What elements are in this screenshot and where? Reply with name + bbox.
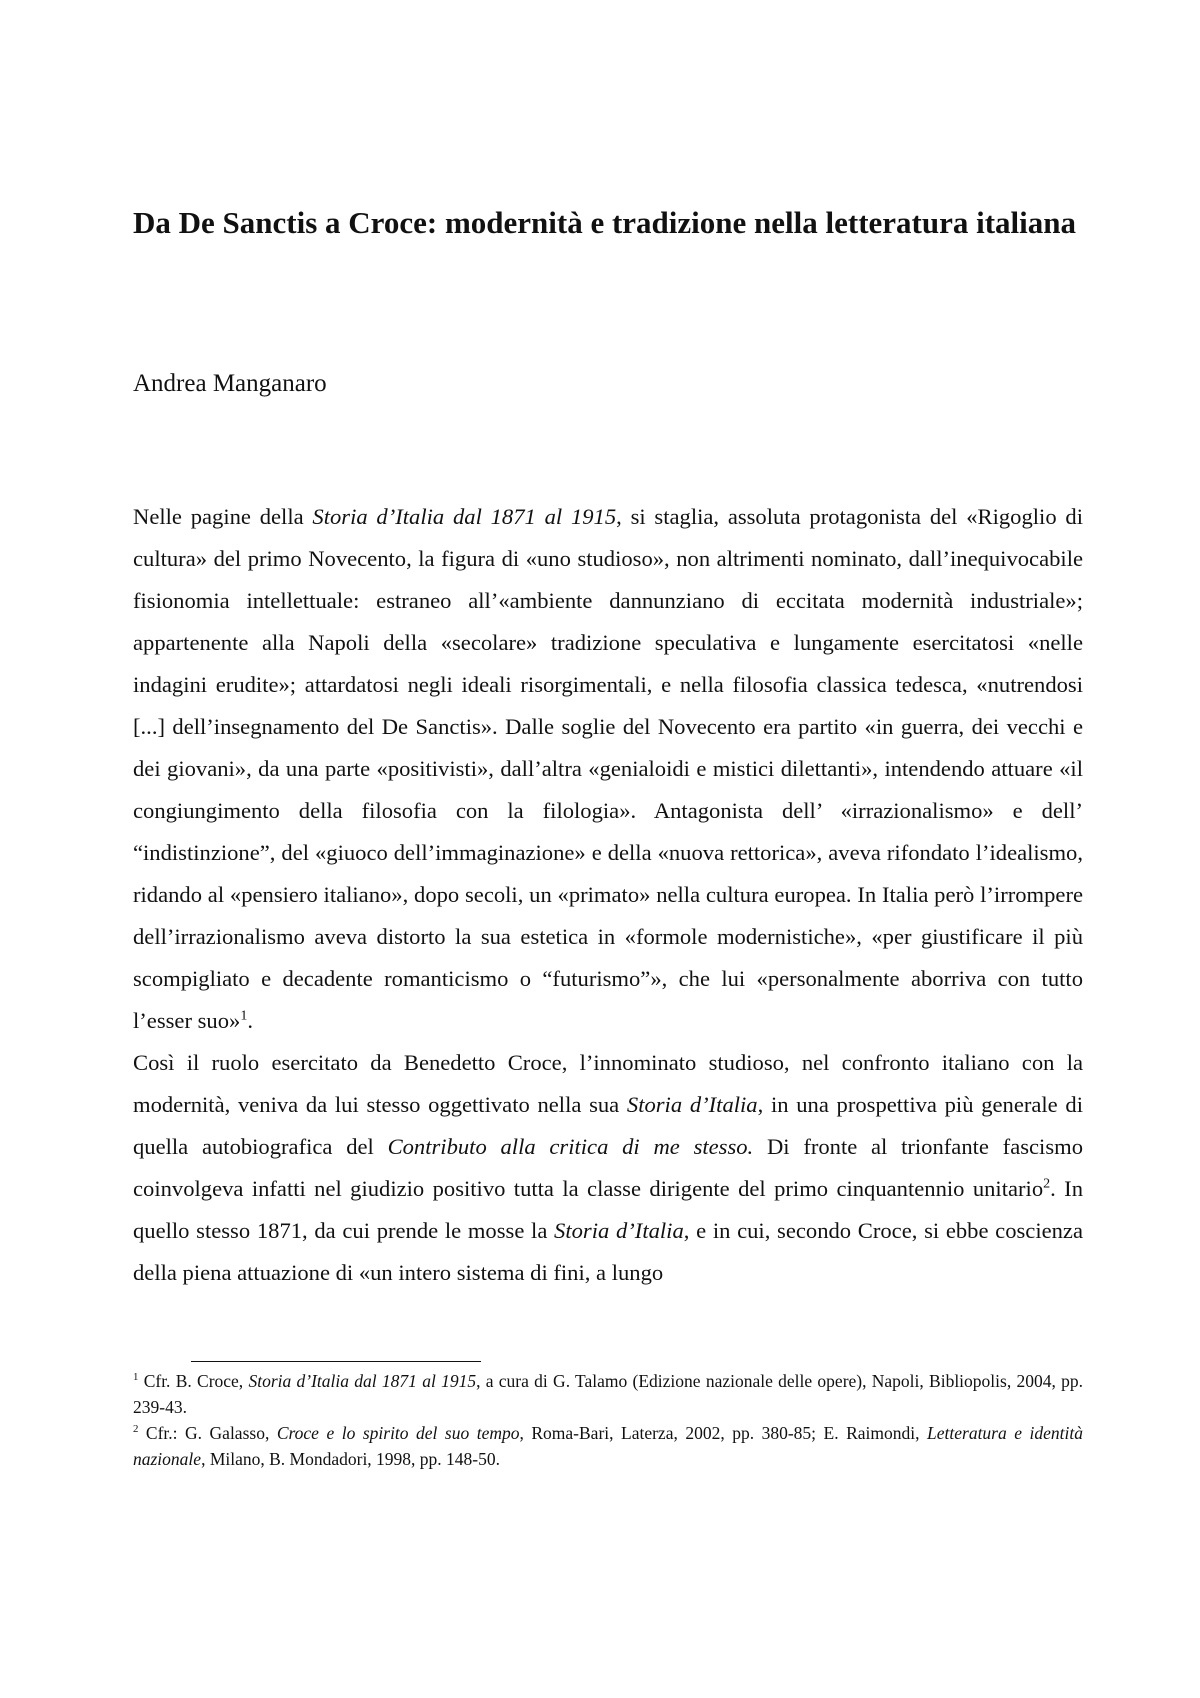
p1-text-d: . [247, 1008, 253, 1033]
p2-text-f: . In quello stesso 1871, da cui prende le mosse la [133, 1176, 1083, 1243]
p1-text-c: , si staglia, assoluta protagonista del «Rigoglio di cultura» del primo Novecento, la figura di «uno studioso», non altrimenti nominato, dall’inequivocabile fisionomia intellettuale: estraneo all’«ambiente dannunziano di eccitata modernità industriale»; appartenente alla Napoli della «secolare» tradizione speculativa e lungamente esercitatosi «nelle indagini erudite»; attardatosi negli ideali risorgimentali, e nella filosofia classica tedesca, «nutrendosi [...] dell’insegnamento del De Sanctis». Dalle soglie del Novecento era partito «in guerra, dei vecchi e dei giovani», da una parte «positivisti», dall’altra «genialoidi e mistici dilettanti», intendendo attuare «il congiungimento della filosofia con la filologia». Antagonista dell’ «irrazionalismo» e dell’ “indistinzione”, del «giuoco dell’immaginazione» e della «nuova rettorica», aveva rifondato l’idealismo, ridando al «pensiero italiano», dopo secoli, un «primato» nella cultura europea. In Italia però l’irrompere dell’irrazionalismo aveva distorto la sua estetica in «formole modernistiche», «per giustificare il più scompigliato e decadente romanticismo o “futurismo”», che lui «personalmente aborriva con tutto l’esser suo» [133, 504, 1083, 1033]
footnote-1-italic: Storia d’Italia dal 1871 al 1915 [248, 1371, 477, 1391]
footnote-separator [191, 1361, 481, 1362]
p2-italic-storia-2: Storia d’Italia [554, 1218, 684, 1243]
footnote-2-italic-2: Letteratura e identità nazionale [133, 1423, 1083, 1469]
footnote-2-text-a: Cfr.: G. Galasso, [138, 1423, 277, 1443]
body-paragraph-1 [133, 496, 1083, 1042]
footnote-1-text-c: , a cura di G. Talamo (Edizione nazionale delle opere), Napoli, Bibliopolis, 2004, pp. 239-43. [133, 1371, 1084, 1417]
p1-italic-title: Storia d’Italia dal 1871 al 1915 [312, 504, 617, 529]
body-text [133, 496, 1083, 1294]
footnotes [133, 1368, 1083, 1472]
footnote-number-1: 1 [133, 1371, 139, 1384]
p2-text-e: Di fronte al trionfante fascismo coinvolgeva infatti nel giudizio positivo tutta la classe dirigente del primo cinquantennio unitario [133, 1134, 1083, 1201]
footnote-ref-2[interactable]: 2 [1043, 1176, 1051, 1192]
p2-text-c: , in una prospettiva più generale di quella autobiografica del [133, 1092, 1083, 1159]
p2-italic-storia: Storia d’Italia [626, 1092, 758, 1117]
p1-text-a: Nelle pagine della [133, 504, 313, 529]
footnote-2-text-c: , Roma-Bari, Laterza, 2002, pp. 380-85; E. Raimondi, [519, 1423, 928, 1443]
footnote-2-italic-1: Croce e lo spirito del suo tempo [276, 1423, 520, 1443]
author-name: Andrea Manganaro [133, 370, 327, 397]
p2-text-a: Così il ruolo esercitato da Benedetto Croce, l’innominato studioso, nel confronto italiano con la modernità, veniva da lui stesso oggettivato nella sua [133, 1050, 1083, 1117]
p2-italic-contributo: Contributo alla critica di me stesso. [387, 1134, 754, 1159]
footnote-2-text-e: , Milano, B. Mondadori, 1998, pp. 148-50. [201, 1449, 501, 1469]
footnote-number-2: 2 [133, 1423, 139, 1436]
footnote-2 [133, 1420, 1083, 1472]
body-paragraph-2 [133, 1042, 1083, 1294]
footnote-ref-1[interactable]: 1 [240, 1008, 248, 1024]
p2-text-h: , e in cui, secondo Croce, si ebbe coscienza della piena attuazione di «un intero sistema di fini, a lungo [133, 1218, 1083, 1285]
footnote-1 [133, 1368, 1083, 1420]
footnote-1-text-a: Cfr. B. Croce, [138, 1371, 249, 1391]
article-title: Da De Sanctis a Croce: modernità e tradizione nella letteratura italiana [133, 205, 1077, 240]
